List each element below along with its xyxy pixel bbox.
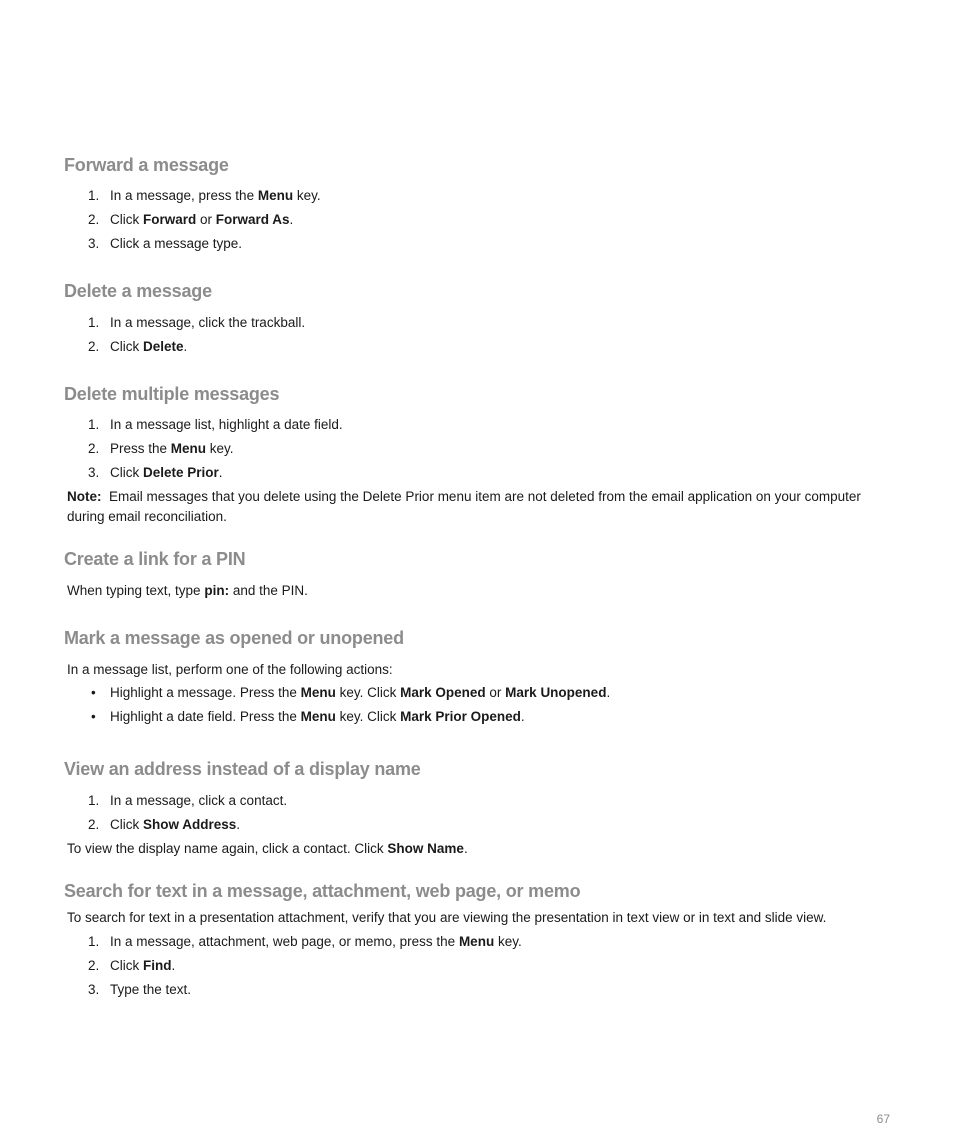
search-step-1: [88, 933, 522, 951]
section-title-delete-multiple: Delete multiple messages: [64, 384, 280, 404]
step-text: In a message list, highlight a date field.: [110, 417, 343, 432]
note-label: Note:: [67, 489, 102, 504]
delete-multiple-step-1: [88, 416, 343, 434]
step-text: .: [289, 212, 294, 227]
address-step-2: [88, 816, 240, 834]
para-text: and the PIN.: [229, 583, 308, 598]
para-keyword: Show Name: [387, 841, 464, 856]
forward-step-2: [88, 211, 293, 229]
step-number: 2.: [88, 339, 100, 354]
search-intro: To search for text in a presentation attachment, verify that you are viewing the presentation in text view or in text and slide view.: [67, 910, 827, 925]
section-title-mark-opened: Mark a message as opened or unopened: [64, 628, 404, 648]
bullet-dot: •: [91, 685, 96, 700]
step-number: 2.: [88, 212, 100, 227]
search-step-2: [88, 957, 175, 975]
step-text: In a message, attachment, web page, or memo, press the: [110, 934, 459, 949]
step-keyword: Delete: [143, 339, 184, 354]
bullet-keyword: Mark Unopened: [505, 685, 607, 700]
section-title-forward-message: Forward a message: [64, 155, 229, 175]
address-step-1: [88, 792, 287, 810]
para-text: When typing text, type: [67, 583, 205, 598]
bullet-text: .: [606, 685, 611, 700]
page-number: 67: [876, 1112, 890, 1126]
para-text: .: [463, 841, 468, 856]
step-text: .: [218, 465, 223, 480]
bullet-text: .: [520, 709, 525, 724]
step-keyword: Forward: [143, 212, 197, 227]
step-text: .: [236, 817, 241, 832]
step-number: 2.: [88, 441, 100, 456]
step-text: Type the text.: [110, 982, 192, 997]
step-keyword: Find: [143, 958, 172, 973]
note-text: Email messages that you delete using the Delete Prior menu item are not deleted from the email application on your computer during email reconciliation.: [67, 489, 861, 524]
pin-link-instructions: [67, 581, 308, 601]
delete-step-2: [88, 338, 187, 356]
section-title-view-address: View an address instead of a display name: [64, 759, 421, 779]
step-number: 1.: [88, 315, 100, 330]
step-text: .: [183, 339, 188, 354]
bullet-keyword: Mark Prior Opened: [400, 709, 521, 724]
step-number: 1.: [88, 417, 100, 432]
bullet-dot: •: [91, 709, 96, 724]
bullet-keyword: Menu: [300, 709, 336, 724]
para-keyword: pin:: [204, 583, 230, 598]
step-number: 1.: [88, 934, 100, 949]
step-text: .: [171, 958, 176, 973]
step-text: or: [196, 212, 216, 227]
step-text: Click: [110, 339, 143, 354]
step-text: key.: [206, 441, 234, 456]
step-text: Click: [110, 465, 143, 480]
step-keyword: Delete Prior: [143, 465, 219, 480]
delete-multiple-step-2: [88, 440, 234, 458]
delete-step-1: [88, 314, 305, 332]
step-text: key.: [494, 934, 522, 949]
bullet-keyword: Mark Opened: [400, 685, 486, 700]
bullet-text: key. Click: [335, 709, 401, 724]
step-keyword: Forward As: [215, 212, 290, 227]
bullet-text: Highlight a date field. Press the: [110, 709, 301, 724]
mark-bullet-2: [91, 708, 525, 726]
bullet-text: or: [485, 685, 506, 700]
bullet-text: Highlight a message. Press the: [110, 685, 301, 700]
mark-bullet-1: [91, 684, 610, 702]
para-text: To view the display name again, click a contact. Click: [67, 841, 388, 856]
step-text: Click: [110, 817, 143, 832]
forward-step-3: [88, 235, 242, 253]
step-number: 3.: [88, 982, 100, 997]
step-text: Click: [110, 212, 143, 227]
step-number: 1.: [88, 188, 100, 203]
step-number: 2.: [88, 817, 100, 832]
address-followup: [67, 839, 468, 859]
delete-multiple-step-3: [88, 464, 223, 482]
step-text: In a message, click the trackball.: [110, 315, 306, 330]
step-text: Click a message type.: [110, 236, 243, 251]
step-keyword: Menu: [458, 934, 495, 949]
step-number: 2.: [88, 958, 100, 973]
search-step-3: [88, 981, 191, 999]
bullet-text: key. Click: [335, 685, 401, 700]
step-keyword: Show Address: [143, 817, 237, 832]
step-text: In a message, click a contact.: [110, 793, 288, 808]
forward-step-1: [88, 187, 321, 205]
step-text: In a message, press the: [110, 188, 258, 203]
step-keyword: Menu: [170, 441, 207, 456]
bullet-keyword: Menu: [300, 685, 336, 700]
step-text: Press the: [110, 441, 171, 456]
delete-multiple-note: [67, 487, 897, 527]
section-title-pin-link: Create a link for a PIN: [64, 549, 246, 569]
step-text: Click: [110, 958, 143, 973]
step-number: 3.: [88, 465, 100, 480]
mark-intro: In a message list, perform one of the following actions:: [67, 662, 393, 677]
section-title-delete-message: Delete a message: [64, 281, 212, 301]
step-number: 1.: [88, 793, 100, 808]
step-number: 3.: [88, 236, 100, 251]
step-text: key.: [293, 188, 321, 203]
step-keyword: Menu: [257, 188, 294, 203]
section-title-search-text: Search for text in a message, attachment, web page, or memo: [64, 881, 581, 901]
